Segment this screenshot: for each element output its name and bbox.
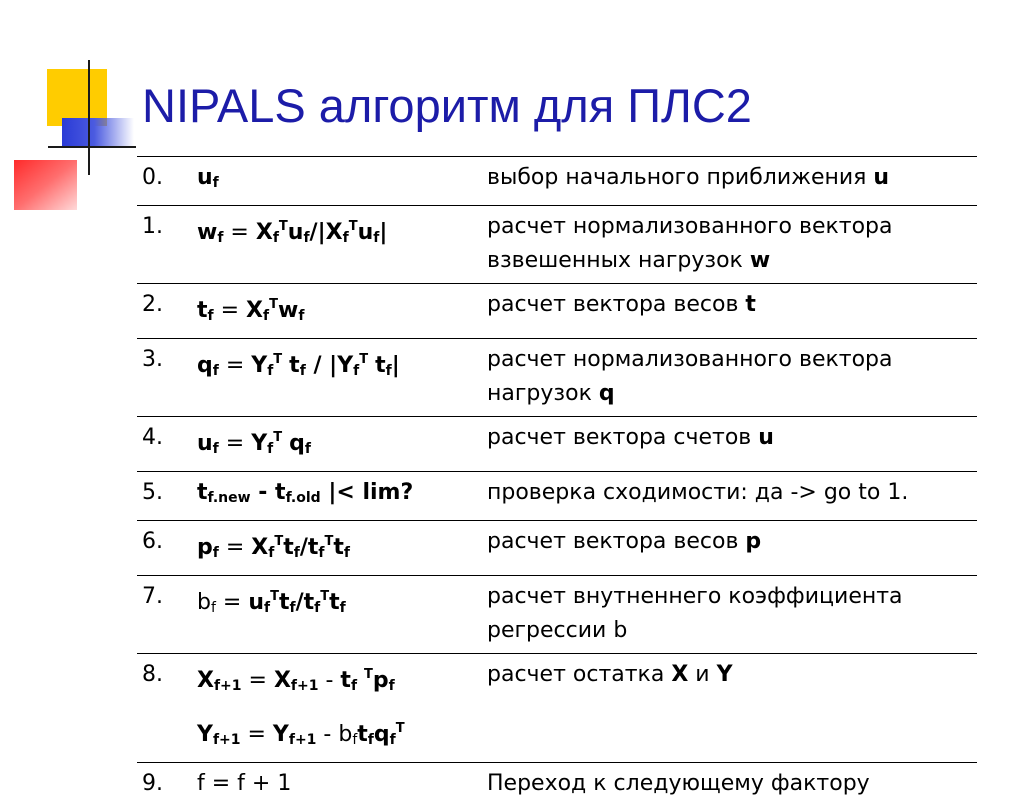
table-row: [137, 417, 977, 472]
step-number: 0.: [137, 157, 197, 206]
table-row: [137, 654, 977, 709]
table-row: [137, 763, 977, 806]
step-number-empty: [137, 708, 197, 763]
table-row: [137, 576, 977, 654]
table-row: [137, 284, 977, 339]
step-description: расчет нормализованного вектора взвешенных нагрузок w: [487, 206, 977, 284]
table-row: [137, 708, 977, 763]
decor-red-square: [14, 160, 77, 210]
table-row: [137, 206, 977, 284]
step-number: 7.: [137, 576, 197, 654]
step-formula: $u_f = Y_f^T$ $q_f$: [197, 417, 487, 472]
slide-title: NIPALS алгоритм для ПЛС2: [142, 78, 752, 133]
step-description: расчет внутненнего коэффициента регрессии b: [487, 576, 977, 654]
step-description: расчет вектора весов t: [487, 284, 977, 339]
step-number: 1.: [137, 206, 197, 284]
step-number: 5.: [137, 472, 197, 521]
step-description: расчет вектора счетов u: [487, 417, 977, 472]
step-formula: $b_f = u_f^Tt_f/t_f^Tt_f$: [197, 576, 487, 654]
step-number: 6.: [137, 521, 197, 576]
step-number: 2.: [137, 284, 197, 339]
step-description-empty: [487, 708, 977, 763]
step-number: 9.: [137, 763, 197, 806]
table-row: [137, 472, 977, 521]
decor-horizontal-line: [48, 146, 136, 148]
decor-blue-bar: [62, 118, 134, 148]
table-row: [137, 521, 977, 576]
step-formula: f = f + 1: [197, 763, 487, 806]
step-formula: $t_f = X_f^Tw_f$: [197, 284, 487, 339]
step-number: 4.: [137, 417, 197, 472]
table-row: [137, 157, 977, 206]
decor-vertical-line: [88, 60, 90, 175]
algorithm-table: [137, 156, 977, 806]
step-description: выбор начального приближения u: [487, 157, 977, 206]
step-formula: $Y_{f+1} = Y_{f+1} - b_ft_fq_f^T$: [197, 708, 487, 763]
step-formula: $q_f = Y_f^T$ $t_f / |Y_f^T$ $t_f|$: [197, 339, 487, 417]
step-description: расчет остатка X и Y: [487, 654, 977, 709]
step-formula: $X_{f+1} = X_{f+1} - t_f$ $^Tp_f$: [197, 654, 487, 709]
step-formula: $p_f = X_f^Tt_f/t_f^Tt_f$: [197, 521, 487, 576]
step-description: Переход к следующему фактору: [487, 763, 977, 806]
step-formula: $t_{f.new} - t_{f.old}$ |< lim?: [197, 472, 487, 521]
step-number: 8.: [137, 654, 197, 709]
step-description: расчет нормализованного вектора нагрузок q: [487, 339, 977, 417]
table-row: [137, 339, 977, 417]
step-number: 3.: [137, 339, 197, 417]
step-description: расчет вектора весов p: [487, 521, 977, 576]
step-formula: $u_f$: [197, 157, 487, 206]
step-formula: $w_f = X_f^Tu_f/|X_f^Tu_f|$: [197, 206, 487, 284]
step-description: проверка сходимости: да -> go to 1.: [487, 472, 977, 521]
